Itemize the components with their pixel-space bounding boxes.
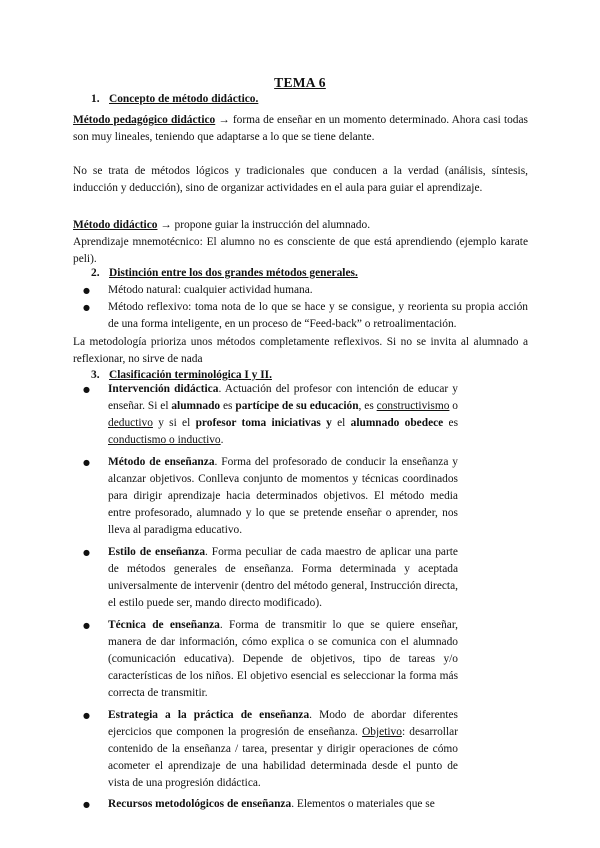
text: . Elementos o materiales que se (291, 798, 435, 810)
term: Estrategia a la práctica de enseñanza (108, 709, 310, 721)
text-underlined: deductivo (108, 417, 153, 429)
paragraph-aprendizaje-mnemotecnico: Aprendizaje mnemotécnico: El alumno no es consciente de que está aprendiendo (ejemplo karate peli). (73, 236, 528, 265)
text: , es (358, 400, 377, 412)
text-bold: alumnado (171, 400, 221, 412)
term-metodo-pedagogico: Método pedagógico didáctico (73, 114, 216, 126)
section-number: 3. (91, 369, 100, 381)
text-underlined: conductismo o inductivo (108, 434, 221, 446)
list-item: ● Método reflexivo: toma nota de lo que se hace y se consigue, y reorienta su propia acción de una forma inteligente, en un proceso de “Feed-back” o retroalimentación. (108, 299, 528, 333)
term-metodo-didactico: Método didáctico (73, 219, 158, 231)
section-title: Distinción entre los dos grandes métodos generales. (109, 267, 358, 279)
text: y si el (152, 417, 196, 429)
section-1-heading (91, 91, 511, 108)
text: . Forma de transmitir lo que se quiere enseñar, manera de dar información, cómo explica o se comunica con el alumnado (comunicación educativa). Depende de objetivos, tipo de tareas y/o características de los niños. El objetivo esencial es seleccionar la forma más correcta de transmitir. (108, 619, 459, 699)
section-title: Clasificación terminológica I y II. (109, 369, 272, 381)
section-number: 1. (91, 93, 100, 105)
paragraph-metodo-didactico (73, 217, 528, 234)
arrow: → (215, 114, 233, 126)
text-bold: profesor toma iniciativas y (195, 417, 332, 429)
text-underlined: Objetivo (362, 726, 402, 738)
section-2-heading (91, 265, 511, 282)
text: el (331, 417, 351, 429)
section-title: Concepto de método didáctico. (109, 93, 259, 105)
page-title: TEMA 6 (274, 75, 326, 90)
paragraph-metodologia: La metodología prioriza unos métodos completamente reflexivos. Si no se invita al alumnado a reflexionar, no sirve de nada (73, 336, 528, 365)
paragraph-metodo-pedagogico (73, 112, 528, 146)
text-bold: alumnado obedece (350, 417, 444, 429)
text-underlined: constructivismo (376, 400, 450, 412)
text: es (220, 400, 236, 412)
text: . Actuación del profesor con intención de educar y enseñar. Si el (108, 383, 458, 412)
text: es (443, 417, 459, 429)
term: Intervención didáctica (108, 383, 219, 395)
list-item-estilo-ensenanza (108, 544, 458, 612)
text: . Forma peculiar de cada maestro de aplicar una parte de métodos generales de enseñanza. Forma determinada y aceptada universalmente de intervenir (dentro del método general, Instrucción directa, el estilo puede ser, mando directo modificado). (108, 546, 458, 609)
term: Recursos metodológicos de enseñanza (108, 798, 292, 810)
paragraph-text: → propone guiar la instrucción del alumnado. (157, 219, 371, 231)
section-number: 2. (91, 267, 100, 279)
list-item-tecnica-ensenanza (108, 617, 458, 702)
list-item-estrategia (108, 707, 458, 792)
text-bold: partícipe de su educación (235, 400, 359, 412)
term: Estilo de enseñanza (108, 546, 206, 558)
list-item-metodo-ensenanza (108, 454, 458, 539)
term: Técnica de enseñanza (108, 619, 220, 631)
list-item-recursos (108, 796, 458, 813)
bullet-list-metodos (108, 282, 528, 333)
paragraph-text: forma de enseñar en un momento determinado. Ahora casi todas son muy lineales, teniendo que adaptarse a lo que se tiene delante. (73, 114, 528, 143)
text: . Forma del profesorado de conducir la enseñanza y alcanzar objetivos. Conlleva conjunto de momentos y técnicas coordinados para dirigir aprendizaje hacia determinados objetivos. El método media entre profesorado, alumnado y lo que se pretende enseñar o aprender, nos lleva al paradigma educativo. (108, 456, 458, 536)
text: : desarrollar contenido de la enseñanza / tarea, presentar y dirigir operaciones de cómo acometer el aprendizaje de una habilidad determinada desde el punto de vista de una progresión didáctica. (108, 726, 458, 789)
list-item: ● Método natural: cualquier actividad humana. (108, 282, 528, 299)
text: . (220, 434, 224, 446)
text: o (449, 400, 458, 412)
bullet-list-clasificacion (108, 381, 458, 813)
paragraph-metodos-logicos: No se trata de métodos lógicos y tradicionales que conducen a la verdad (análisis, síntesis, inducción y deducción), sino de organizar actividades en el aula para guiar el aprendizaje. (73, 165, 528, 194)
term: Método de enseñanza (108, 456, 215, 468)
list-item-intervencion (108, 381, 458, 449)
text: . Modo de abordar diferentes ejercicios que componen la progresión de enseñanza. (108, 709, 458, 738)
